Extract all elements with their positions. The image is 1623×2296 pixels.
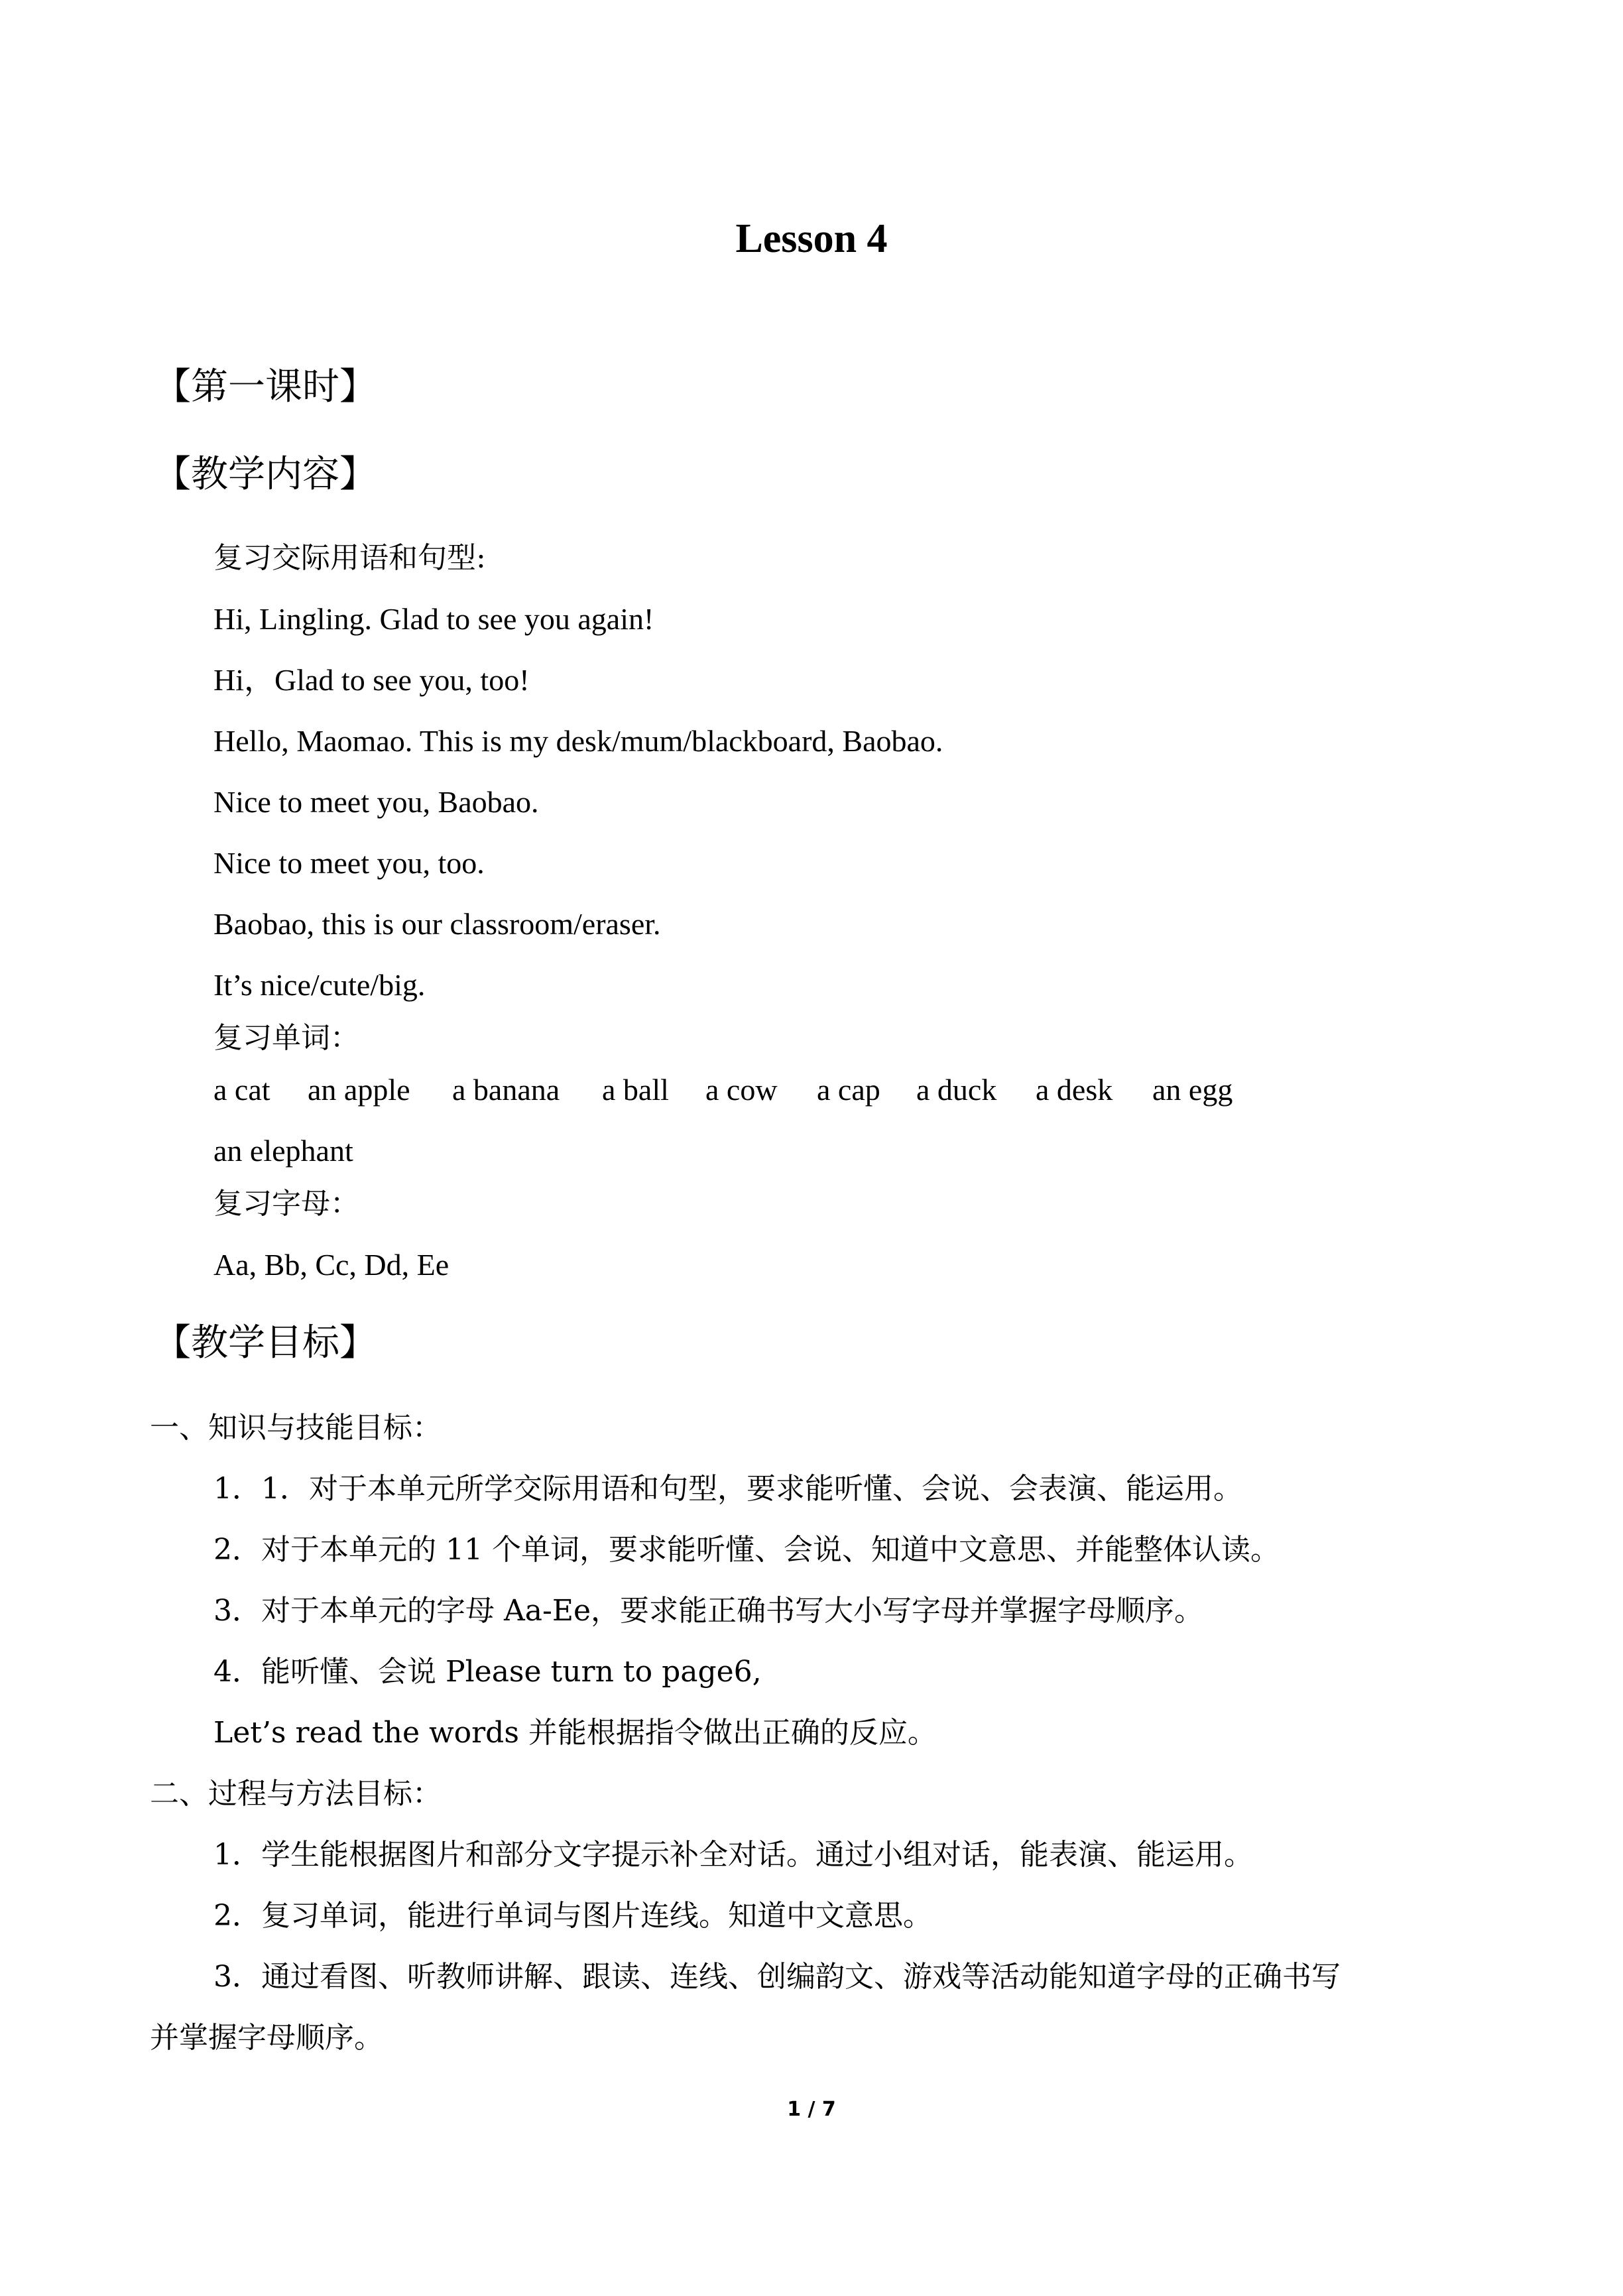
dialogue-line: Baobao, this is our classroom/eraser. (213, 907, 661, 941)
word-item: an egg (1152, 1073, 1233, 1107)
word-item: a cap (817, 1073, 880, 1107)
dialogue-line: Hi, Lingling. Glad to see you again! (213, 602, 654, 636)
page-number: 1 / 7 (787, 2098, 836, 2121)
process-item: 3．通过看图、听教师讲解、跟读、连线、创编韵文、游戏等活动能知道字母的正确书写 (213, 1960, 1341, 1994)
word-item-continued: an elephant (213, 1134, 353, 1168)
process-item: 1．学生能根据图片和部分文字提示补全对话。通过小组对话，能表演、能运用。 (213, 1838, 1253, 1872)
dialogue-line: Nice to meet you, too. (213, 846, 485, 880)
process-heading: 二、过程与方法目标： (150, 1777, 442, 1811)
knowledge-item: 1．1．对于本单元所学交际用语和句型，要求能听懂、会说、会表演、能运用。 (213, 1472, 1242, 1506)
process-item: 并掌握字母顺序。 (150, 2021, 383, 2055)
review-words-label: 复习单词： (213, 1021, 359, 1055)
knowledge-item: Let’s read the words 并能根据指令做出正确的反应。 (213, 1716, 937, 1750)
content-heading: 【教学内容】 (154, 453, 377, 496)
knowledge-heading: 一、知识与技能目标： (150, 1411, 442, 1445)
knowledge-item: 4．能听懂、会说 Please turn to page6, (213, 1655, 762, 1689)
word-item: a desk (1036, 1073, 1113, 1107)
word-item: a duck (916, 1073, 997, 1107)
period-heading: 【第一课时】 (154, 365, 377, 408)
dialogue-line: Nice to meet you, Baobao. (213, 785, 539, 819)
dialogue-line: Hello, Maomao. This is my desk/mum/blackboard, Baobao. (213, 724, 943, 758)
word-item: an apple (308, 1073, 410, 1107)
word-item: a cat (213, 1073, 270, 1107)
process-item: 2．复习单词，能进行单词与图片连线。知道中文意思。 (213, 1899, 932, 1933)
word-item: a cow (705, 1073, 778, 1107)
lesson-title: Lesson 4 (735, 216, 888, 261)
review-phrases-label: 复习交际用语和句型: (213, 541, 486, 575)
word-item: a ball (602, 1073, 669, 1107)
word-item: a banana (452, 1073, 560, 1107)
letters-line: Aa, Bb, Cc, Dd, Ee (213, 1248, 450, 1282)
knowledge-item: 2．对于本单元的 11 个单词，要求能听懂、会说、知道中文意思、并能整体认读。 (213, 1533, 1280, 1567)
dialogue-line: It’s nice/cute/big. (213, 968, 426, 1002)
knowledge-item: 3．对于本单元的字母 Aa-Ee，要求能正确书写大小写字母并掌握字母顺序。 (213, 1594, 1204, 1628)
review-letters-label: 复习字母： (213, 1187, 359, 1221)
dialogue-line: Hi，Glad to see you, too! (213, 663, 530, 697)
objectives-heading: 【教学目标】 (154, 1321, 377, 1364)
